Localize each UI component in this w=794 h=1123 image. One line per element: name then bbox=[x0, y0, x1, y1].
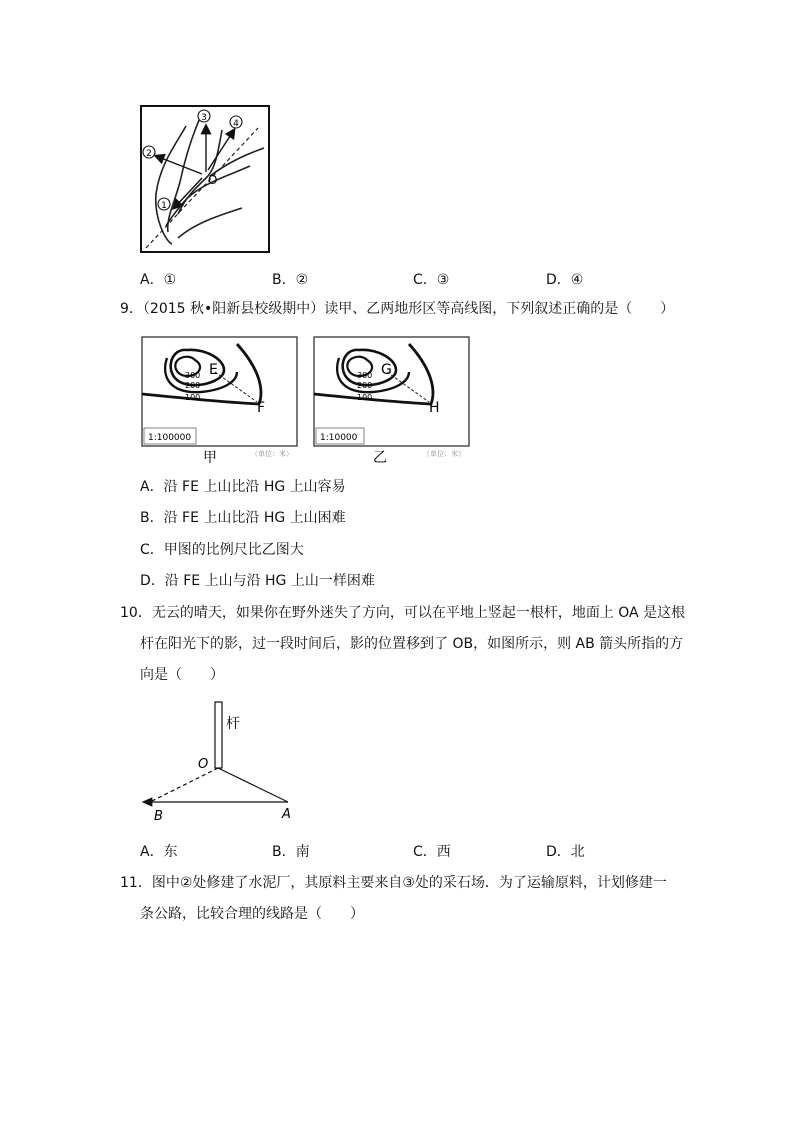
point-o-label: O bbox=[198, 757, 209, 772]
contour-label-200: 200 bbox=[357, 381, 373, 390]
option-letter: A． bbox=[140, 272, 164, 288]
q9-map-yi bbox=[313, 336, 473, 466]
contour-label-200: 200 bbox=[185, 381, 201, 390]
svg-text:4: 4 bbox=[233, 119, 239, 129]
option-letter: A． bbox=[140, 844, 164, 860]
svg-text:3: 3 bbox=[201, 113, 207, 123]
option-letter: C． bbox=[413, 272, 437, 288]
option-text: ③ bbox=[436, 272, 450, 288]
option-text: ① bbox=[163, 272, 177, 288]
pole-label: 杆 bbox=[226, 716, 240, 732]
shadow-ob bbox=[150, 768, 218, 802]
point-a-label: A bbox=[282, 807, 291, 822]
scale-label: 1:10000 bbox=[320, 433, 358, 443]
q9-option-d[interactable]: D．沿 FE 上山与沿 HG 上山一样困难 bbox=[140, 573, 375, 589]
option-letter: C． bbox=[413, 844, 437, 860]
shadow-oa bbox=[218, 768, 288, 802]
q11-stem-line-2: 条公路，比较合理的线路是（ ） bbox=[140, 906, 364, 922]
q10-stem-line-2: 杆在阳光下的影，过一段时间后，影的位置移到了 OB，如图所示，则 AB 箭头所指的方 bbox=[140, 636, 684, 652]
q9-option-b[interactable]: B．沿 FE 上山比沿 HG 上山困难 bbox=[140, 510, 346, 526]
scale-label: 1:100000 bbox=[148, 433, 192, 443]
q10-option-a[interactable] bbox=[140, 841, 178, 861]
q8-option-d[interactable] bbox=[546, 269, 583, 289]
point-f-label: F bbox=[257, 400, 266, 416]
option-letter: D． bbox=[546, 844, 571, 860]
option-letter: B． bbox=[272, 844, 296, 860]
point-b-label: B bbox=[154, 809, 163, 824]
option-text: 东 bbox=[163, 844, 178, 860]
q11-stem-line-1: 11．图中②处修建了水泥厂，其原料主要来自③处的采石场．为了运输原料，计划修建一 bbox=[120, 875, 667, 891]
contour-label-300: 300 bbox=[357, 371, 373, 380]
q10-option-d[interactable] bbox=[546, 841, 585, 861]
unit-label: （单位：米） bbox=[423, 450, 465, 458]
unit-label: （单位：米） bbox=[251, 450, 293, 458]
q9-stem: 9．（2015 秋•阳新县校级期中）读甲、乙两地形区等高线图，下列叙述正确的是（ ） bbox=[120, 301, 675, 317]
point-h-label: H bbox=[429, 400, 440, 416]
pole bbox=[215, 702, 222, 768]
option-text: 西 bbox=[436, 844, 451, 860]
option-text: 北 bbox=[570, 844, 585, 860]
contour-label-100: 100 bbox=[185, 393, 201, 402]
contour-label-300: 300 bbox=[185, 371, 201, 380]
q8-contour-map bbox=[138, 104, 272, 256]
option-text: 南 bbox=[295, 844, 310, 860]
q10-option-c[interactable] bbox=[413, 841, 451, 861]
option-text: ② bbox=[295, 272, 309, 288]
q9-option-a[interactable]: A．沿 FE 上山比沿 HG 上山容易 bbox=[140, 479, 346, 495]
map-caption: 甲 bbox=[203, 450, 217, 466]
q10-stem-line-3: 向是（ ） bbox=[140, 667, 224, 683]
q8-option-b[interactable] bbox=[272, 269, 308, 289]
point-e-label: E bbox=[209, 362, 218, 378]
q9-option-c[interactable]: C．甲图的比例尺比乙图大 bbox=[140, 542, 304, 558]
option-text: ④ bbox=[570, 272, 584, 288]
point-o-label: O bbox=[208, 173, 218, 187]
map-caption: 乙 bbox=[373, 450, 387, 466]
svg-text:2: 2 bbox=[146, 149, 152, 159]
option-letter: D． bbox=[546, 272, 571, 288]
q9-map-jia bbox=[141, 336, 301, 466]
point-g-label: G bbox=[381, 362, 392, 378]
svg-text:1: 1 bbox=[161, 201, 167, 211]
q8-option-a[interactable] bbox=[140, 269, 176, 289]
q8-option-c[interactable] bbox=[413, 269, 449, 289]
q10-option-b[interactable] bbox=[272, 841, 310, 861]
contour-label-100: 100 bbox=[357, 393, 373, 402]
q10-stem-line-1: 10．无云的晴天，如果你在野外迷失了方向，可以在平地上竖起一根杆，地面上 OA 是这根 bbox=[120, 605, 686, 621]
q10-shadow-figure bbox=[138, 698, 300, 826]
option-letter: B． bbox=[272, 272, 296, 288]
